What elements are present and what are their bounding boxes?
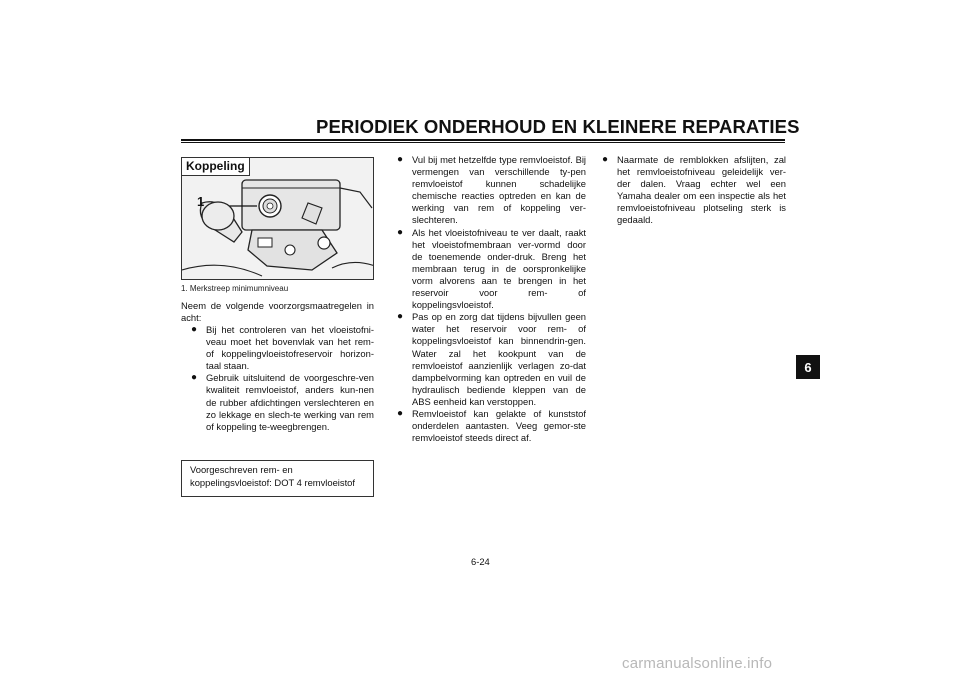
fluid-warnings-list xyxy=(393,154,586,444)
list-item: ● Gebruik uitsluitend de voorgeschre-ven kwaliteit remvloeistof, anders kun-nen de rubber afdichtingen verslechteren en zo lekkage en slech-te werking van rem of koppeling te-weegbrengen. xyxy=(187,372,374,432)
figure-caption: 1. Merkstreep minimumniveau xyxy=(181,284,289,293)
list-item: ● Remvloeistof kan gelakte of kunststof onderdelen aantasten. Veeg gemor-ste remvloeistof steeds direct af. xyxy=(393,408,586,444)
precautions-list xyxy=(187,324,374,433)
chapter-tab: 6 xyxy=(796,355,820,379)
reservoir-drawing xyxy=(182,158,374,280)
figure-label: Koppeling xyxy=(182,158,250,176)
watermark: carmanualsonline.info xyxy=(622,655,773,672)
list-item: ● Naarmate de remblokken afslijten, zal het remvloeistofniveau geleidelijk ver-der dalen. Vraag echter wel een Yamaha dealer om een inspectie als het remvloeistofniveau plotseling sterk is gedaald. xyxy=(598,154,786,227)
list-item: ● Vul bij met hetzelfde type remvloeistof. Bij vermengen van verschillende ty-pen remvloeistof kunnen schadelijke chemische reacties optreden en kan de werking van rem of koppeling ver-slechteren. xyxy=(393,154,586,227)
spec-line: Voorgeschreven rem- en xyxy=(190,464,293,475)
list-item: ● Pas op en zorg dat tijdens bijvullen geen water het reservoir voor rem- of koppelingsvloeistof kan binnendrin-gen. Water zal het kookpunt van de remvloeistof aanzienlijk verlagen zo-dat dampbelvorming kan optreden en vuil de hydraulisch bediende kleppen van de ABS eenheid kan verstoppen. xyxy=(393,311,586,408)
brake-pad-note-list xyxy=(598,154,786,227)
page-number: 6-24 xyxy=(471,556,490,567)
page-title: PERIODIEK ONDERHOUD EN KLEINERE REPARATIES xyxy=(316,116,800,137)
spec-line: koppelingsvloeistof: DOT 4 remvloeistof xyxy=(190,476,356,488)
intro-paragraph: Neem de volgende voorzorgsmaatregelen in acht: xyxy=(181,300,374,324)
clutch-reservoir-illustration xyxy=(181,157,374,280)
specification-box xyxy=(181,460,374,497)
callout-number: 1 xyxy=(197,194,205,209)
list-item: ● Als het vloeistofniveau te ver daalt, raakt het vloeistofmembraan ver-vormd door de toenemende onder-druk. Breng het membraan terug in de oorspronkelijke vorm alvorens aan te brengen in het reservoir voor rem- of koppelingsvloeistof. xyxy=(393,227,586,312)
header-rule-thin xyxy=(181,142,785,143)
list-item: ● Bij het controleren van het vloeistofni-veau moet het bovenvlak van het rem- of koppelingvloeistofreservoir horizon-taal staan. xyxy=(187,324,374,372)
header-rule xyxy=(181,139,785,141)
